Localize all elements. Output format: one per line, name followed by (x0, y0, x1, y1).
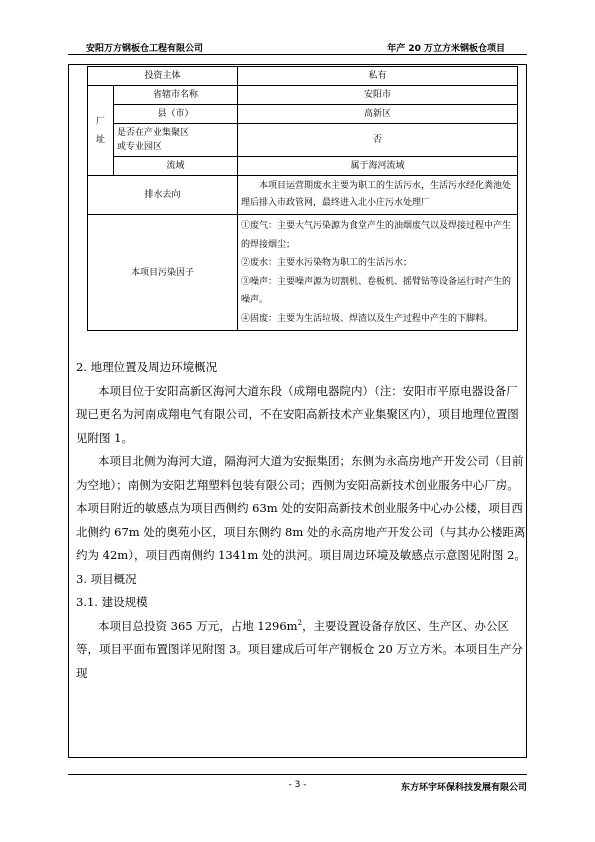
section-2-paragraph: 本项目北侧为海河大道，隔海河大道为安振集团；东侧为永高房地产开发公司（目前为空地）；南侧为安阳艺翔塑料包装有限公司；西侧为安阳高新技术创业服务中心厂房。本项目附近的敏感点为项目西侧约 63m 处的安阳高新技术创业服务中心办公楼，项目西北侧约 67m 处的奥苑小区，项目东侧约 8m 处的永高房地产开发公司（与其办公楼距离约为 42m），项目西南侧约 1341m 处的洪河。项目周边环境及敏感点示意图见附图 2。 (76, 454, 526, 562)
pollution-item: ②废水：主要水污染物为职工的生活污水； (241, 258, 413, 268)
basin-value: 属于海河流域 (238, 157, 518, 176)
table-row (88, 157, 518, 176)
pollution-items (238, 215, 518, 331)
county-label: 县（市） (114, 105, 238, 124)
investor-label: 投资主体 (88, 67, 238, 86)
section-3-1-title: 3.1. 建设规模 (76, 595, 148, 609)
zone-label: 是否在产业集聚区 或专业园区 (114, 124, 238, 157)
superscript: 2 (297, 618, 303, 627)
text-run: ，主要设置设备存放区、生产区、办公区等，项目平面布置图详见附图 3。项目建成后可年产钢板仓 20 万立方米。本项目生产分现 (76, 618, 523, 680)
drain-label: 排水去向 (88, 176, 238, 215)
table-row (88, 86, 518, 105)
pollution-item: ③噪声：主要噪声源为切割机、卷板机、摇臂钻等设备运行时产生的噪声。 (241, 276, 512, 305)
basin-label: 流域 (114, 157, 238, 176)
table-row (88, 215, 518, 331)
section-3-title: 3. 项目概况 (76, 571, 137, 586)
zone-value: 否 (238, 124, 518, 157)
section-3-1-paragraph (76, 615, 526, 686)
document-body (76, 356, 526, 685)
page-number: - 3 - (288, 780, 307, 790)
header-company: 安阳万方钢板仓工程有限公司 (86, 44, 204, 54)
county-value: 高新区 (238, 105, 518, 124)
table-row (88, 67, 518, 86)
text-run: 本项目总投资 365 万元，占地 1296m (98, 618, 298, 633)
section-2-title: 2. 地理位置及周边环境概况 (76, 360, 218, 374)
investor-value: 私有 (238, 67, 518, 86)
pollution-item: ④固废：主要为生活垃圾、焊渣以及生产过程中产生的下脚料。 (241, 313, 494, 324)
table-row (88, 124, 518, 157)
pollution-label: 本项目污染因子 (88, 215, 238, 331)
table-row (88, 105, 518, 124)
drain-value: 本项目运营期废水主要为职工的生活污水，生活污水经化粪池处理后排入市政管网，最终进入北小庄污水处理厂 (238, 176, 518, 215)
city-value: 安阳市 (238, 86, 518, 105)
city-label: 省辖市名称 (114, 86, 238, 105)
header-project: 年产 20 万立方米钢板仓项目 (387, 44, 505, 54)
footer-company: 东方环宇环保科技发展有限公司 (400, 783, 527, 793)
page-header (68, 40, 527, 55)
project-info-table (87, 66, 518, 331)
site-label: 厂 址 (88, 86, 114, 176)
pollution-item: ①废气：主要大气污染源为食堂产生的油烟废气以及焊接过程中产生的焊接烟尘； (241, 221, 512, 250)
table-row (88, 176, 518, 215)
section-2-paragraph: 本项目位于安阳高新区海河大道东段（成翔电器院内）（注：安阳市平原电器设备厂现已更名为河南成翔电气有限公司，不在安阳高新技术产业集聚区内），项目地理位置图见附图 1。 (76, 383, 519, 445)
page-footer (68, 774, 527, 795)
